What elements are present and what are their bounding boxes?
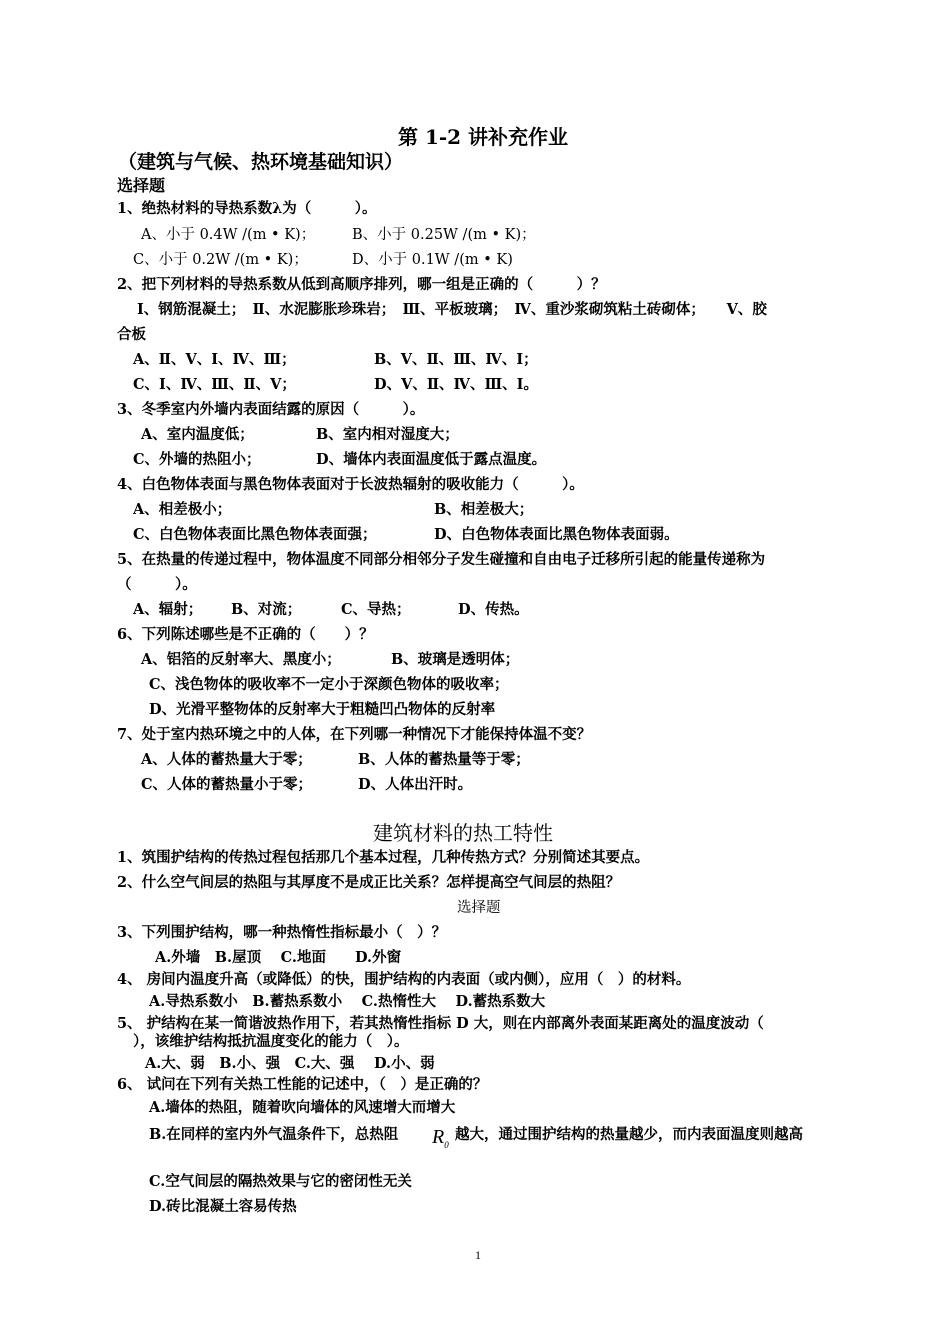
- p2-q3-options: A.外墙 B.屋顶 C.地面 D.外窗: [155, 949, 402, 966]
- p2-q4-options: A.导热系数小 B.蓄热系数小 C.热惰性大 D.蓄热系数大: [149, 993, 546, 1010]
- q3-option-b: B、室内相对湿度大；: [316, 426, 459, 443]
- section-heading: 选择题: [117, 176, 166, 195]
- q6-option-b: B、玻璃是透明体；: [391, 651, 520, 668]
- q4-option-c: C、白色物体表面比黑色物体表面强；: [133, 526, 377, 543]
- q6-option-d: D、光滑平整物体的反射率大于粗糙凹凸物体的反射率: [149, 701, 496, 718]
- q1-option-d: D、小于 0.1W /(m • K): [352, 252, 513, 268]
- q2-materials: Ⅰ、钢筋混凝土； Ⅱ、水泥膨胀珍珠岩； Ⅲ、平板玻璃； Ⅳ、重沙浆砌筑粘土砖砌体； Ⅴ、胶: [137, 301, 767, 318]
- q3-option-a: A、室内温度低；: [141, 426, 254, 443]
- q1-option-a: A、小于 0.4W /(m • K)；: [141, 227, 316, 243]
- p2-q5-stem: 5、 护结构在某一简谐波热作用下，若其热惰性指标 D 大，则在内部离外表面某距离处的温度波动（: [117, 1015, 764, 1032]
- page-number: 1: [475, 1248, 481, 1262]
- q7-stem: 7、处于室内热环境之中的人体，在下列哪一种情况下才能保持体温不变？: [117, 726, 592, 743]
- q4-option-a: A、相差极小；: [133, 501, 232, 518]
- q7-option-a: A、人体的蓄热量大于零；: [141, 751, 312, 768]
- q2-materials-cont: 合板: [117, 326, 146, 343]
- q2-option-c: C、Ⅰ、Ⅳ、Ⅲ、Ⅱ、Ⅴ；: [133, 376, 296, 393]
- q7-option-c: C、人体的蓄热量小于零；: [141, 776, 313, 793]
- p2-q4-stem: 4、 房间内温度升高（或降低）的快，围护结构的内表面（或内侧），应用（ ）的材料。: [117, 971, 691, 988]
- p2-q6-option-b-post: 越大，通过围护结构的热量越少，而内表面温度则越高: [455, 1126, 803, 1143]
- q1-option-b: B、小于 0.25W /(m • K)；: [352, 227, 536, 243]
- q5-option-d: D、传热。: [458, 601, 529, 618]
- q6-option-a: A、铝箔的反射率大、黑度小；: [141, 651, 341, 668]
- part2-short-answer-1: 1、筑围护结构的传热过程包括那几个基本过程，几种传热方式？分别简述其要点。: [117, 849, 650, 866]
- q5-stem-cont: （ ）。: [117, 576, 197, 593]
- p2-q3-stem: 3、下列围护结构，哪一种热惰性指标最小（ ）？: [117, 924, 447, 941]
- p2-q6-option-d: D.砖比混凝土容易传热: [149, 1198, 297, 1215]
- part2-section-heading: 选择题: [457, 900, 501, 916]
- q3-option-d: D、墙体内表面温度低于露点温度。: [316, 451, 547, 468]
- p2-q6-option-a: A.墙体的热阻，随着吹向墙体的风速增大而增大: [149, 1099, 456, 1116]
- p2-q5-stem-cont: ），该维护结构抵抗温度变化的能力（ ）。: [133, 1033, 409, 1050]
- q1-stem: 1、绝热材料的导热系数λ为（ ）。: [117, 200, 377, 217]
- q1-option-c: C、小于 0.2W /(m • K)；: [133, 252, 308, 268]
- q2-option-d: D、Ⅴ、Ⅱ、Ⅳ、Ⅲ、Ⅰ。: [374, 376, 538, 393]
- q7-option-d: D、人体出汗时。: [358, 776, 473, 793]
- q2-stem: 2、把下列材料的导热系数从低到高顺序排列，哪一组是正确的（ ）？: [117, 276, 606, 293]
- q5-option-a: A、辐射；: [133, 601, 203, 618]
- p2-q6-stem: 6、 试问在下列有关热工性能的记述中，（ ）是正确的？: [117, 1076, 488, 1093]
- q4-option-d: D、白色物体表面比黑色物体表面弱。: [434, 526, 679, 543]
- page-title: 第 1-2 讲补充作业: [398, 125, 569, 149]
- q2-option-a: A、Ⅱ、Ⅴ、Ⅰ、Ⅳ、Ⅲ；: [133, 351, 296, 368]
- q4-stem: 4、白色物体表面与黑色物体表面对于长波热辐射的吸收能力（ ）。: [117, 476, 584, 493]
- page-subtitle: （建筑与气候、热环境基础知识）: [118, 151, 404, 173]
- p2-q6-option-c: C.空气间层的隔热效果与它的密闭性无关: [149, 1173, 412, 1190]
- q3-stem: 3、冬季室内外墙内表面结露的原因（ ）。: [117, 401, 425, 418]
- q5-option-c: C、导热；: [341, 601, 411, 618]
- q3-option-c: C、外墙的热阻小；: [133, 451, 261, 468]
- part2-title: 建筑材料的热工特性: [373, 821, 553, 845]
- q5-option-b: B、对流；: [231, 601, 302, 618]
- q6-option-c: C、浅色物体的吸收率不一定小于深颜色物体的吸收率；: [149, 676, 509, 693]
- p2-q5-options: A.大、弱 B.小、强 C.大、强 D.小、弱: [145, 1055, 435, 1072]
- part2-short-answer-2: 2、什么空气间层的热阻与其厚度不是成正比关系？怎样提高空气间层的热阻？: [117, 874, 621, 891]
- q6-stem: 6、下列陈述哪些是不正确的（ ）？: [117, 626, 374, 643]
- p2-q6-option-b-pre: B.在同样的室内外气温条件下，总热阻: [149, 1126, 399, 1143]
- r0-symbol: $R_0$: [432, 1126, 449, 1150]
- q5-stem: 5、在热量的传递过程中，物体温度不同部分相邻分子发生碰撞和自由电子迁移所引起的能量传递称为: [117, 551, 766, 568]
- q2-option-b: B、Ⅴ、Ⅱ、Ⅲ、Ⅳ、Ⅰ；: [374, 351, 538, 368]
- q4-option-b: B、相差极大；: [434, 501, 534, 518]
- q7-option-b: B、人体的蓄热量等于零；: [358, 751, 530, 768]
